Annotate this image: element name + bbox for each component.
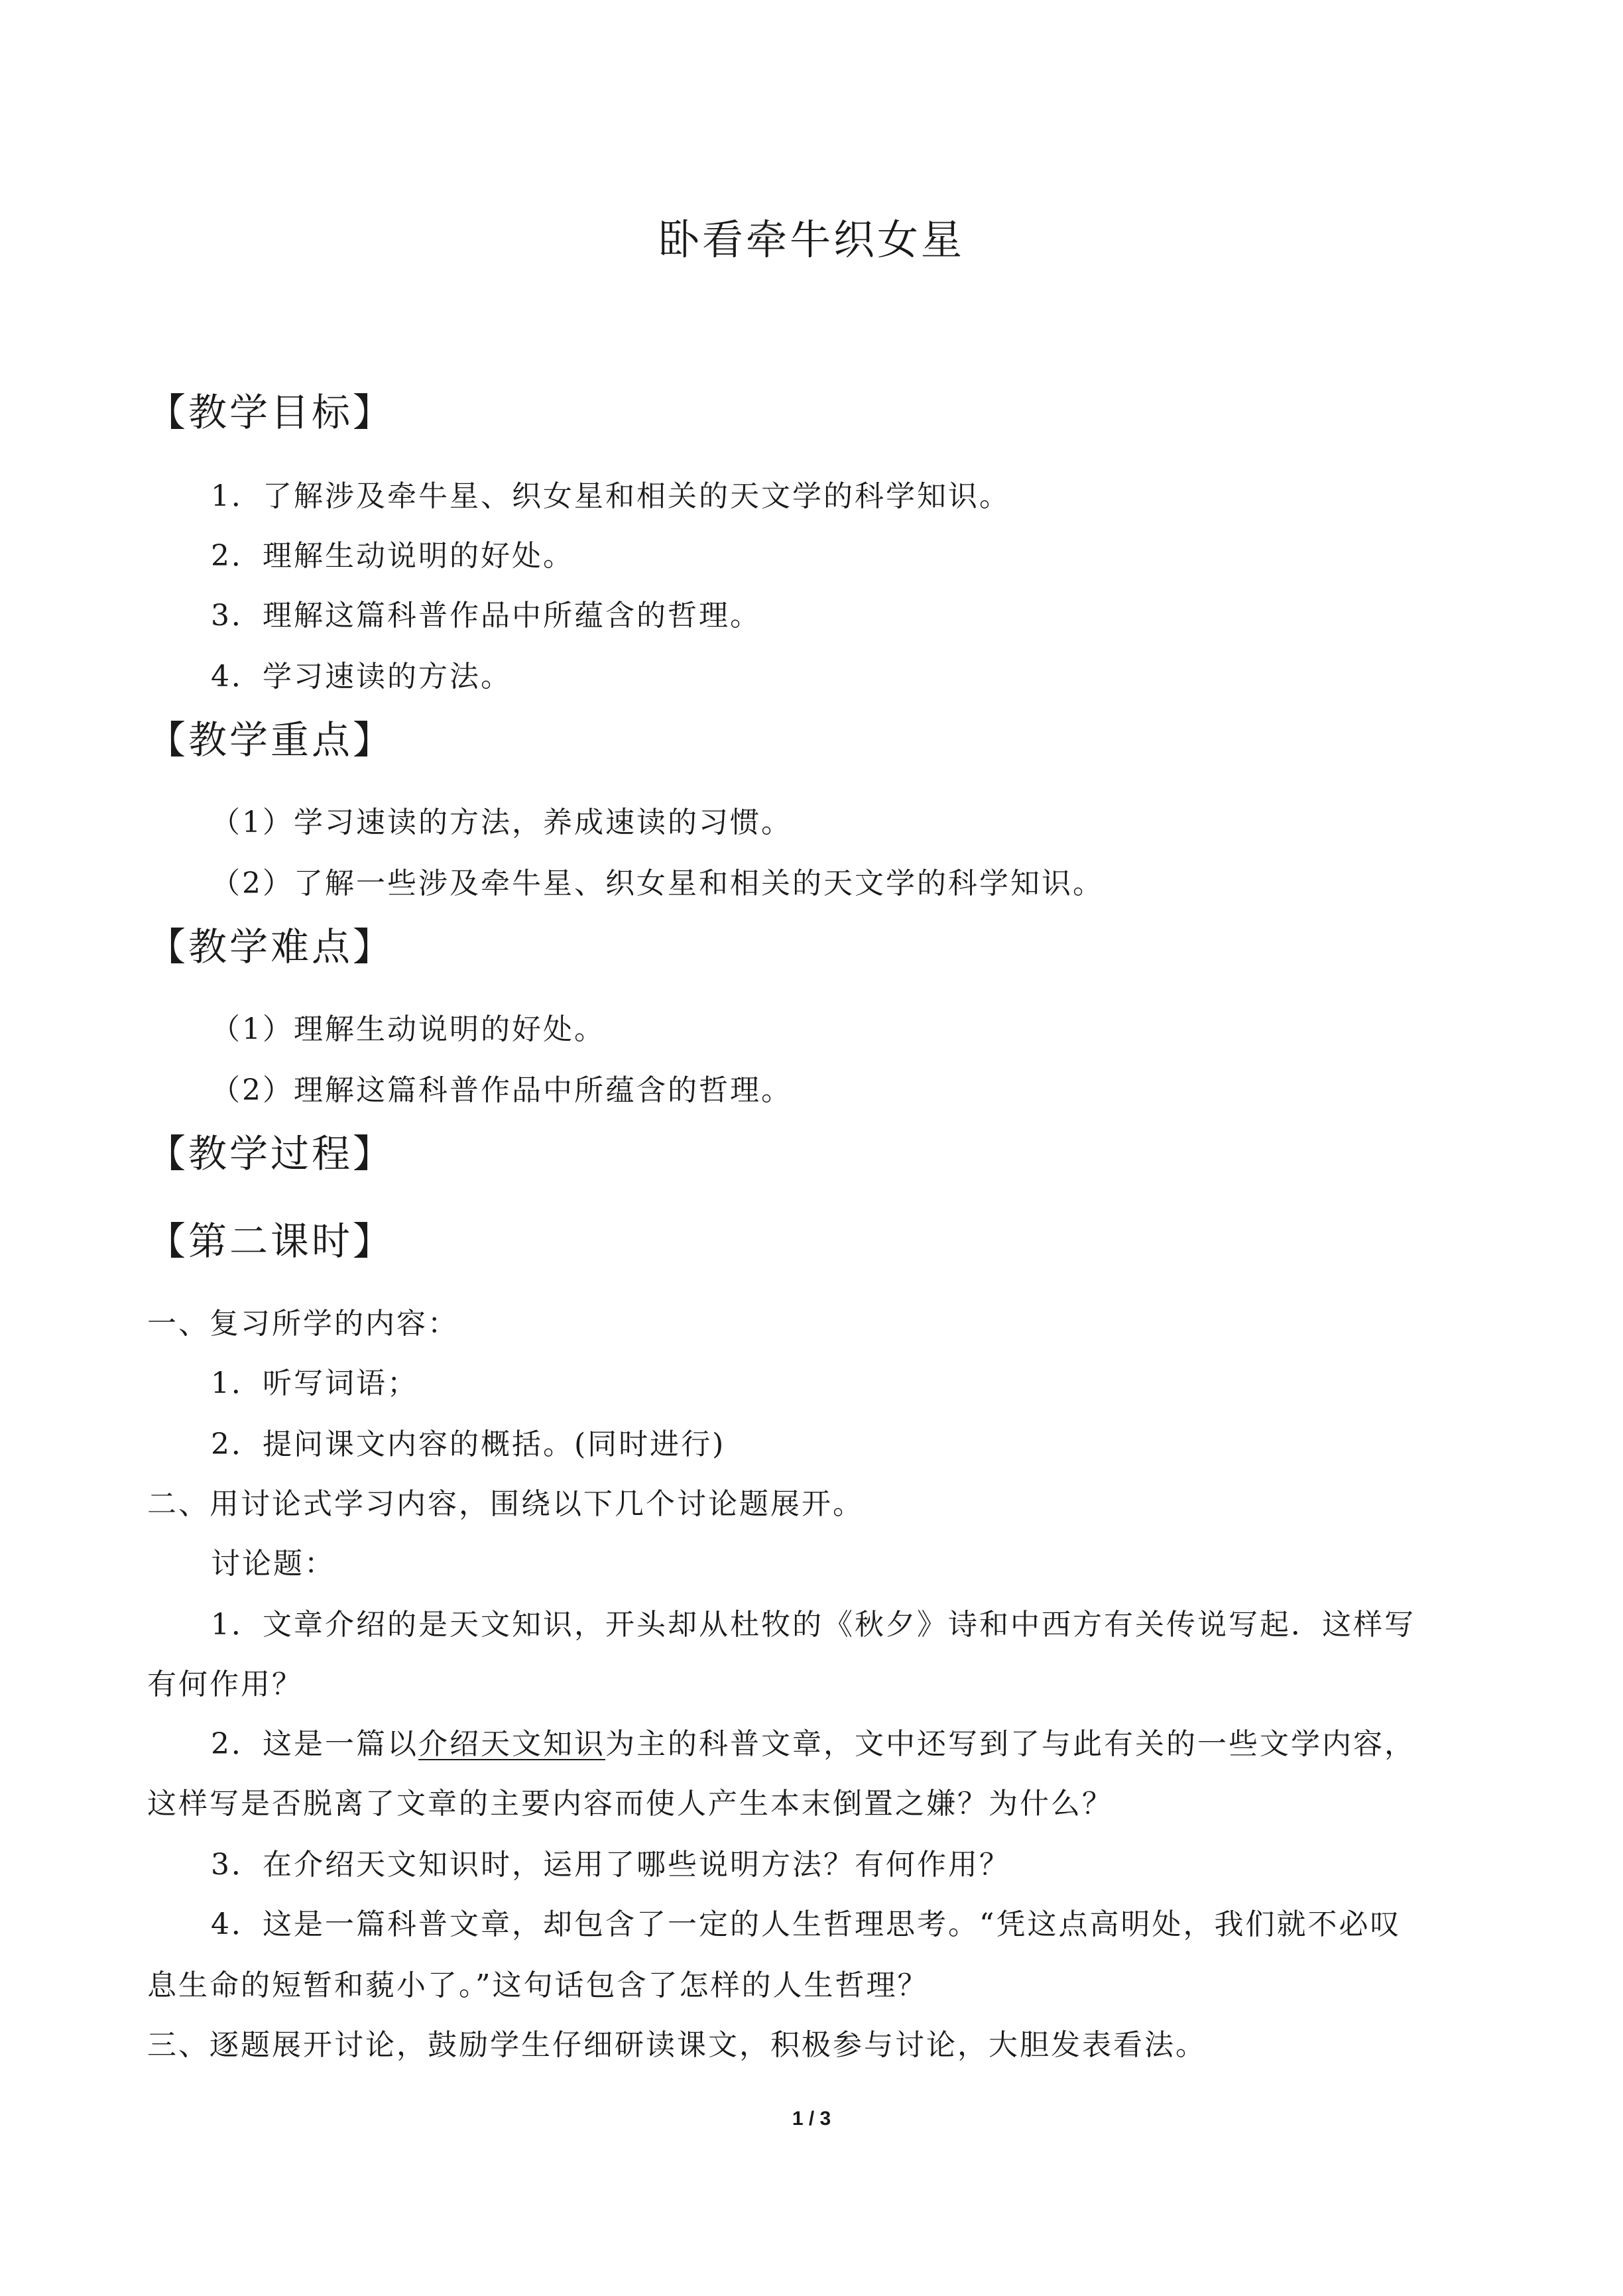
question-2-underlined-text: 介绍天文知识	[418, 1727, 605, 1761]
heading-difficulties: 【教学难点】	[147, 924, 394, 969]
question-1-line-2: 有何作用？	[147, 1667, 303, 1701]
part-one: 一、复习所学的内容：	[147, 1307, 459, 1341]
question-2-line-1	[211, 1724, 1415, 1765]
difficulty-item-2: （2）理解这篇科普作品中所蕴含的哲理。	[211, 1073, 792, 1107]
heading-key-points: 【教学重点】	[147, 717, 394, 762]
question-2-line-2: 这样写是否脱离了文章的主要内容而使人产生本末倒置之嫌？为什么？	[147, 1787, 1113, 1821]
part-one-item-1: 1．听写词语；	[211, 1366, 418, 1400]
key-point-item-2: （2）了解一些涉及牵牛星、织女星和相关的天文学的科学知识。	[211, 867, 1104, 900]
question-2-suffix: 为主的科普文章，文中还写到了与此有关的一些文学内容，	[605, 1727, 1415, 1761]
question-2-prefix: 2．这是一篇以	[211, 1727, 418, 1761]
objective-item-3: 3．理解这篇科普作品中所蕴含的哲理。	[211, 599, 761, 633]
difficulty-item-1: （1）理解生动说明的好处。	[211, 1012, 605, 1046]
heading-process: 【教学过程】	[147, 1131, 394, 1176]
part-two: 二、用讨论式学习内容，围绕以下几个讨论题展开。	[147, 1487, 864, 1521]
objective-item-1: 1．了解涉及牵牛星、织女星和相关的天文学的科学知识。	[211, 479, 1010, 513]
question-1-line-1: 1．文章介绍的是天文知识，开头却从杜牧的《秋夕》诗和中西方有关传说写起．这样写	[211, 1608, 1415, 1642]
objective-item-4: 4．学习速读的方法。	[211, 660, 512, 694]
part-three: 三、逐题展开讨论，鼓励学生仔细研读课文，积极参与讨论，大胆发表看法。	[147, 2028, 1207, 2062]
heading-lesson-two: 【第二课时】	[147, 1219, 394, 1264]
question-3: 3．在介绍天文知识时，运用了哪些说明方法？有何作用？	[211, 1848, 1010, 1882]
heading-objectives: 【教学目标】	[147, 390, 394, 435]
question-4-line-1: 4．这是一篇科普文章，却包含了一定的人生哲理思考。“凭这点高明处，我们就不必叹	[211, 1907, 1402, 1941]
document-title: 卧看牵牛织女星	[658, 215, 965, 264]
page-number: 1 / 3	[792, 2108, 831, 2130]
part-one-item-2: 2．提问课文内容的概括。(同时进行)	[211, 1427, 726, 1461]
objective-item-2: 2．理解生动说明的好处。	[211, 539, 574, 573]
key-point-item-1: （1）学习速读的方法，养成速读的习惯。	[211, 806, 792, 839]
discussion-label: 讨论题：	[211, 1547, 335, 1581]
question-4-line-2: 息生命的短暂和藐小了。”这句话包含了怎样的人生哲理？	[147, 1968, 929, 2002]
